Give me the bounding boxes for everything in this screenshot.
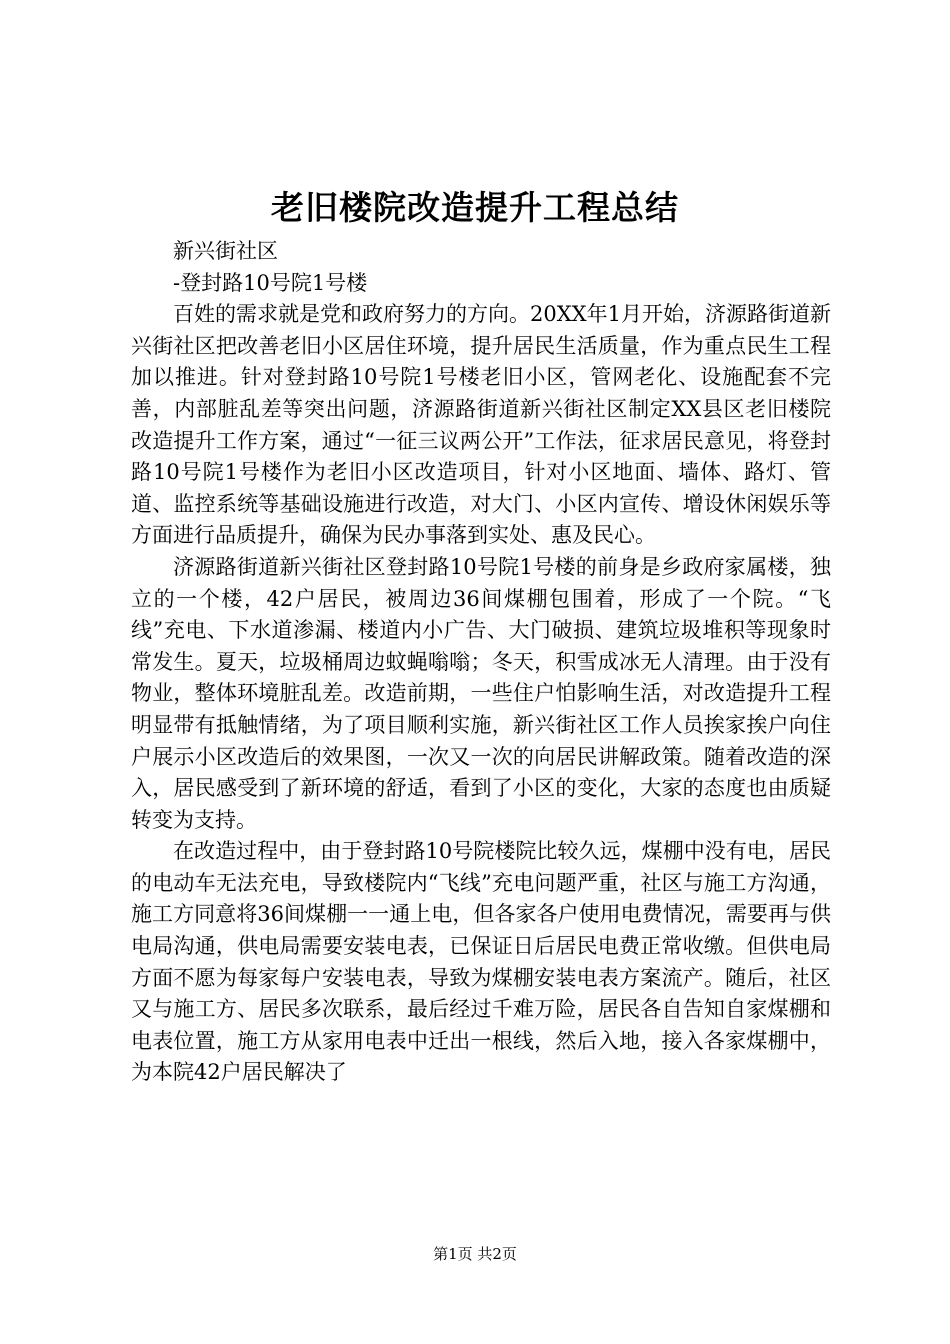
page-number-footer: 第1页 共2页 <box>433 1245 517 1263</box>
document-body <box>131 236 831 1089</box>
community-name: 新兴街社区 <box>173 239 278 263</box>
paragraph-2: 济源路街道新兴街社区登封路10号院1号楼的前身是乡政府家属楼，独立的一个楼，42户居民，被周边36间煤棚包围着，形成了一个院。“飞线”充电、下水道渗漏、楼道内小广告、大门破损、建筑垃圾堆积等现象时常发生。夏天，垃圾桶周边蚊蝇嗡嗡；冬天，积雪成冰无人清理。由于没有物业，整体环境脏乱差。改造前期，一些住户怕影响生活，对改造提升工程明显带有抵触情绪，为了项目顺利实施，新兴街社区工作人员挨家挨户向住户展示小区改造后的效果图，一次又一次的向居民讲解政策。随着改造的深入，居民感受到了新环境的舒适，看到了小区的变化，大家的态度也由质疑转变为支持。 <box>131 554 831 832</box>
building-name: -登封路10号院1号楼 <box>173 270 368 295</box>
paragraph-3: 在改造过程中，由于登封路10号院楼院比较久远，煤棚中没有电，居民的电动车无法充电，导致楼院内“飞线”充电问题严重，社区与施工方沟通，施工方同意将36间煤棚一一通上电，但各家各户使用电费情况，需要再与供电局沟通，供电局需要安装电表，已保证日后居民电费正常收缴。但供电局方面不愿为每家每户安装电表，导致为煤棚安装电表方案流产。随后，社区又与施工方、居民多次联系，最后经过千难万险，居民各自告知自家煤棚和电表位置，施工方从家用电表中迁出一根线，然后入地，接入各家煤棚中，为本院42户居民解决了 <box>131 839 831 1085</box>
paragraph-1: 百姓的需求就是党和政府努力的方向。20XX年1月开始，济源路街道新兴街社区把改善老旧小区居住环境，提升居民生活质量，作为重点民生工程加以推进。针对登封路10号院1号楼老旧小区，管网老化、设施配套不完善，内部脏乱差等突出问题，济源路街道新兴街社区制定XX县区老旧楼院改造提升工作方案，通过“一征三议两公开”工作法，征求居民意见，将登封路10号院1号楼作为老旧小区改造项目，针对小区地面、墙体、路灯、管道、监控系统等基础设施进行改造，对大门、小区内宣传、增设休闲娱乐等方面进行品质提升，确保为民办事落到实处、惠及民心。 <box>131 302 831 548</box>
document-title: 老旧楼院改造提升工程总结 <box>271 188 679 227</box>
